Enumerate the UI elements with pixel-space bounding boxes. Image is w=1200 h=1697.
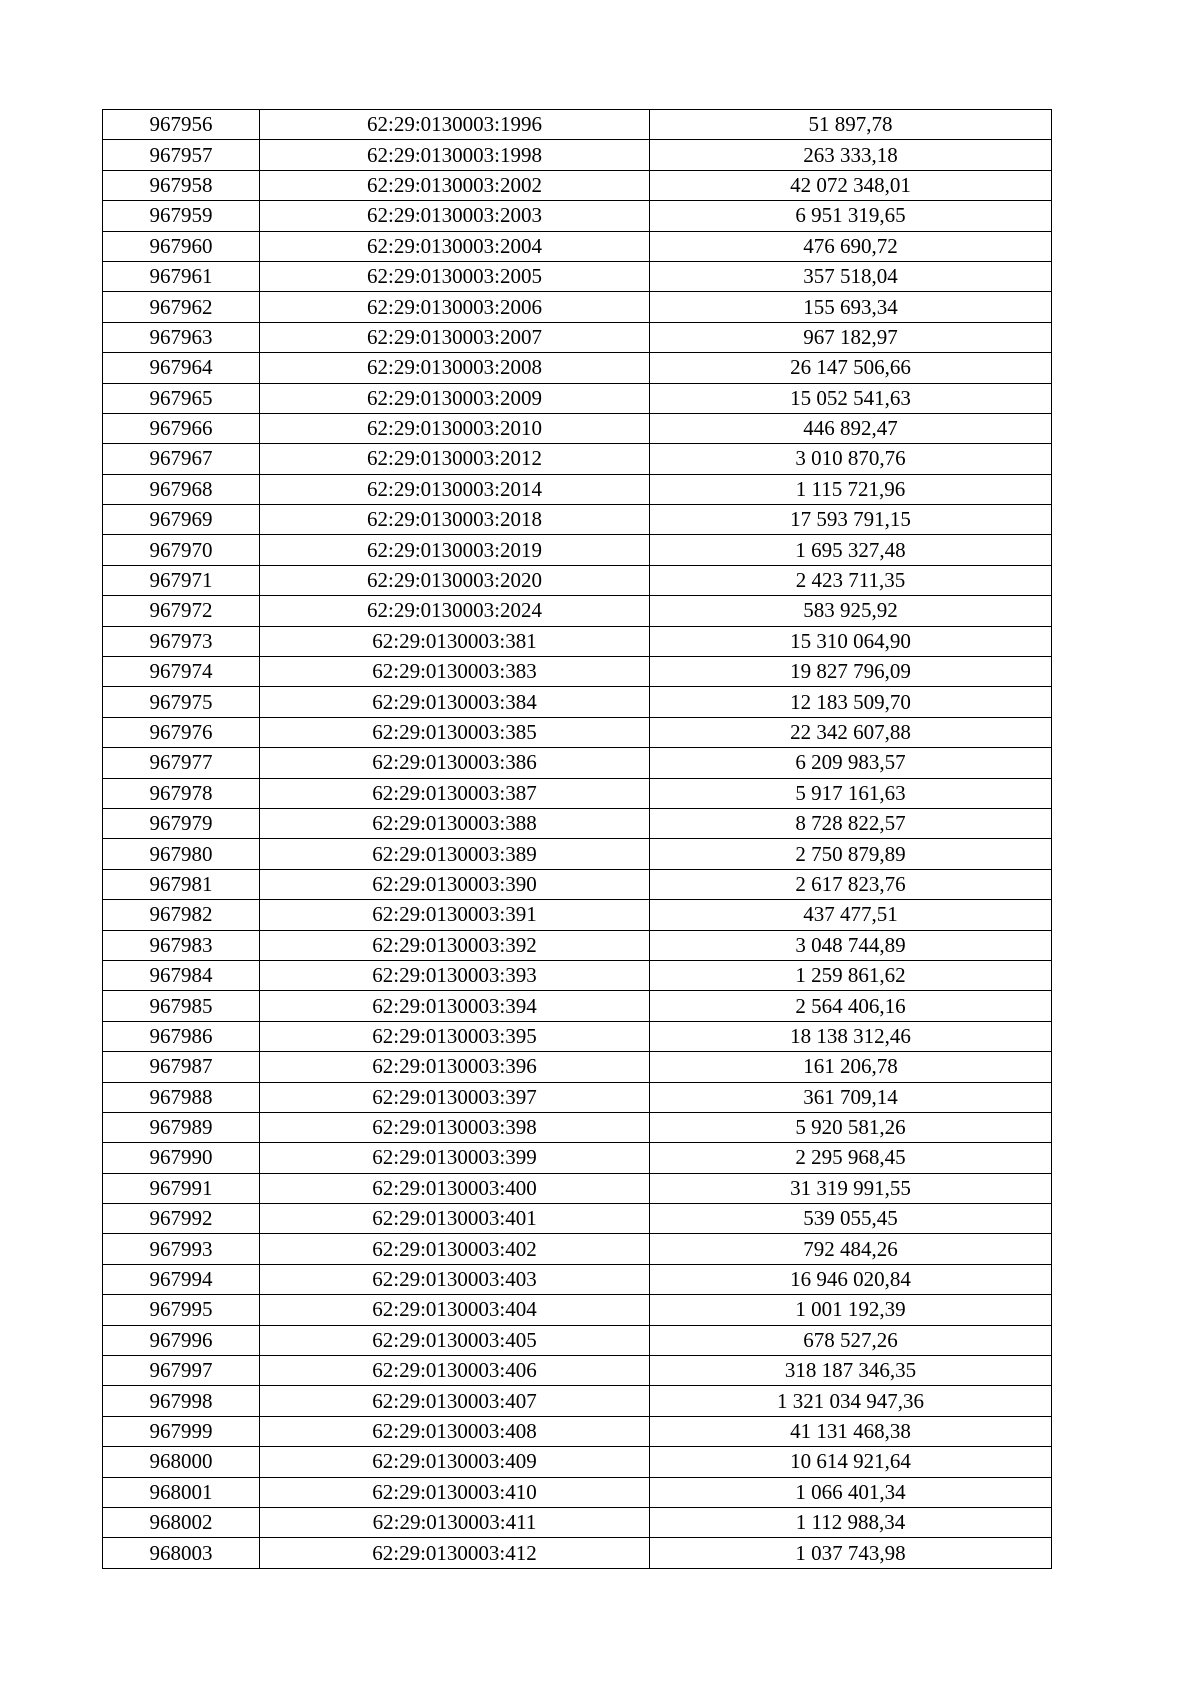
table-row (103, 1204, 1052, 1234)
cadastral-number-cell: 62:29:0130003:2009 (260, 383, 650, 413)
row-number-cell: 967969 (103, 505, 260, 535)
cadastral-value-cell: 1 066 401,34 (650, 1477, 1052, 1507)
table-row (103, 596, 1052, 626)
table-row (103, 960, 1052, 990)
cadastral-value-cell: 1 695 327,48 (650, 535, 1052, 565)
table-row (103, 748, 1052, 778)
table-row (103, 505, 1052, 535)
cadastral-number-cell: 62:29:0130003:388 (260, 808, 650, 838)
cadastral-number-cell: 62:29:0130003:409 (260, 1447, 650, 1477)
row-number-cell: 967956 (103, 110, 260, 140)
row-number-cell: 967957 (103, 140, 260, 170)
cadastral-number-cell: 62:29:0130003:2007 (260, 322, 650, 352)
cadastral-number-cell: 62:29:0130003:387 (260, 778, 650, 808)
table-row (103, 140, 1052, 170)
cadastral-number-cell: 62:29:0130003:384 (260, 687, 650, 717)
row-number-cell: 967958 (103, 170, 260, 200)
cadastral-number-cell: 62:29:0130003:2003 (260, 201, 650, 231)
row-number-cell: 967970 (103, 535, 260, 565)
table-row (103, 535, 1052, 565)
cadastral-value-cell: 8 728 822,57 (650, 808, 1052, 838)
row-number-cell: 967994 (103, 1264, 260, 1294)
cadastral-value-cell: 583 925,92 (650, 596, 1052, 626)
cadastral-number-cell: 62:29:0130003:385 (260, 717, 650, 747)
table-row (103, 1477, 1052, 1507)
table-row (103, 1416, 1052, 1446)
table-row (103, 1112, 1052, 1142)
table-row (103, 353, 1052, 383)
table-row (103, 413, 1052, 443)
table-row (103, 201, 1052, 231)
cadastral-number-cell: 62:29:0130003:2012 (260, 444, 650, 474)
table-row (103, 110, 1052, 140)
table-row (103, 1173, 1052, 1203)
table-row (103, 383, 1052, 413)
row-number-cell: 967993 (103, 1234, 260, 1264)
cadastral-value-cell: 1 115 721,96 (650, 474, 1052, 504)
cadastral-value-cell: 6 209 983,57 (650, 748, 1052, 778)
cadastral-value-cell: 357 518,04 (650, 261, 1052, 291)
cadastral-value-cell: 3 048 744,89 (650, 930, 1052, 960)
cadastral-number-cell: 62:29:0130003:390 (260, 869, 650, 899)
table-row (103, 292, 1052, 322)
table-row (103, 1143, 1052, 1173)
row-number-cell: 967983 (103, 930, 260, 960)
cadastral-value-cell: 967 182,97 (650, 322, 1052, 352)
row-number-cell: 967998 (103, 1386, 260, 1416)
cadastral-value-cell: 19 827 796,09 (650, 657, 1052, 687)
cadastral-value-cell: 1 001 192,39 (650, 1295, 1052, 1325)
row-number-cell: 967972 (103, 596, 260, 626)
row-number-cell: 967984 (103, 960, 260, 990)
table-row (103, 1507, 1052, 1537)
table-row (103, 991, 1052, 1021)
row-number-cell: 968003 (103, 1538, 260, 1568)
cadastral-value-cell: 792 484,26 (650, 1234, 1052, 1264)
table-row (103, 1538, 1052, 1568)
cadastral-value-cell: 161 206,78 (650, 1052, 1052, 1082)
cadastral-number-cell: 62:29:0130003:408 (260, 1416, 650, 1446)
cadastral-value-cell: 1 112 988,34 (650, 1507, 1052, 1537)
row-number-cell: 968000 (103, 1447, 260, 1477)
cadastral-number-cell: 62:29:0130003:2002 (260, 170, 650, 200)
cadastral-value-cell: 15 052 541,63 (650, 383, 1052, 413)
cadastral-number-cell: 62:29:0130003:400 (260, 1173, 650, 1203)
cadastral-value-cell: 361 709,14 (650, 1082, 1052, 1112)
table-row (103, 1447, 1052, 1477)
cadastral-number-cell: 62:29:0130003:401 (260, 1204, 650, 1234)
cadastral-value-cell: 41 131 468,38 (650, 1416, 1052, 1446)
row-number-cell: 967961 (103, 261, 260, 291)
row-number-cell: 967990 (103, 1143, 260, 1173)
table-row (103, 1295, 1052, 1325)
cadastral-number-cell: 62:29:0130003:2010 (260, 413, 650, 443)
cadastral-value-cell: 539 055,45 (650, 1204, 1052, 1234)
cadastral-value-table (102, 109, 1052, 1569)
table-row (103, 1325, 1052, 1355)
row-number-cell: 967991 (103, 1173, 260, 1203)
table-row (103, 687, 1052, 717)
row-number-cell: 967959 (103, 201, 260, 231)
table-row (103, 808, 1052, 838)
row-number-cell: 967989 (103, 1112, 260, 1142)
cadastral-number-cell: 62:29:0130003:2004 (260, 231, 650, 261)
row-number-cell: 967965 (103, 383, 260, 413)
table-row (103, 1021, 1052, 1051)
row-number-cell: 967995 (103, 1295, 260, 1325)
cadastral-number-cell: 62:29:0130003:393 (260, 960, 650, 990)
cadastral-number-cell: 62:29:0130003:389 (260, 839, 650, 869)
cadastral-value-cell: 2 564 406,16 (650, 991, 1052, 1021)
row-number-cell: 967988 (103, 1082, 260, 1112)
cadastral-number-cell: 62:29:0130003:399 (260, 1143, 650, 1173)
row-number-cell: 967997 (103, 1356, 260, 1386)
row-number-cell: 967982 (103, 900, 260, 930)
cadastral-value-cell: 15 310 064,90 (650, 626, 1052, 656)
cadastral-number-cell: 62:29:0130003:397 (260, 1082, 650, 1112)
cadastral-number-cell: 62:29:0130003:1998 (260, 140, 650, 170)
table-row (103, 1234, 1052, 1264)
cadastral-number-cell: 62:29:0130003:2018 (260, 505, 650, 535)
row-number-cell: 967987 (103, 1052, 260, 1082)
cadastral-number-cell: 62:29:0130003:386 (260, 748, 650, 778)
cadastral-number-cell: 62:29:0130003:411 (260, 1507, 650, 1537)
row-number-cell: 967992 (103, 1204, 260, 1234)
cadastral-value-cell: 476 690,72 (650, 231, 1052, 261)
table-row (103, 170, 1052, 200)
row-number-cell: 967971 (103, 565, 260, 595)
cadastral-number-cell: 62:29:0130003:406 (260, 1356, 650, 1386)
row-number-cell: 967967 (103, 444, 260, 474)
table-row (103, 565, 1052, 595)
cadastral-value-cell: 2 617 823,76 (650, 869, 1052, 899)
cadastral-value-cell: 2 750 879,89 (650, 839, 1052, 869)
cadastral-number-cell: 62:29:0130003:403 (260, 1264, 650, 1294)
cadastral-value-cell: 446 892,47 (650, 413, 1052, 443)
cadastral-number-cell: 62:29:0130003:402 (260, 1234, 650, 1264)
table-row (103, 657, 1052, 687)
table-row (103, 231, 1052, 261)
cadastral-number-cell: 62:29:0130003:396 (260, 1052, 650, 1082)
row-number-cell: 967963 (103, 322, 260, 352)
table-row (103, 444, 1052, 474)
cadastral-number-cell: 62:29:0130003:1996 (260, 110, 650, 140)
table-body (103, 110, 1052, 1569)
row-number-cell: 967979 (103, 808, 260, 838)
cadastral-value-cell: 1 259 861,62 (650, 960, 1052, 990)
table-row (103, 474, 1052, 504)
cadastral-value-cell: 5 917 161,63 (650, 778, 1052, 808)
row-number-cell: 967978 (103, 778, 260, 808)
cadastral-number-cell: 62:29:0130003:391 (260, 900, 650, 930)
row-number-cell: 967999 (103, 1416, 260, 1446)
cadastral-value-cell: 6 951 319,65 (650, 201, 1052, 231)
cadastral-value-cell: 5 920 581,26 (650, 1112, 1052, 1142)
cadastral-number-cell: 62:29:0130003:383 (260, 657, 650, 687)
cadastral-number-cell: 62:29:0130003:395 (260, 1021, 650, 1051)
table-row (103, 717, 1052, 747)
table-row (103, 778, 1052, 808)
cadastral-value-cell: 31 319 991,55 (650, 1173, 1052, 1203)
cadastral-value-cell: 12 183 509,70 (650, 687, 1052, 717)
table-row (103, 261, 1052, 291)
row-number-cell: 968002 (103, 1507, 260, 1537)
table-row (103, 322, 1052, 352)
row-number-cell: 967976 (103, 717, 260, 747)
cadastral-number-cell: 62:29:0130003:2008 (260, 353, 650, 383)
cadastral-value-cell: 1 321 034 947,36 (650, 1386, 1052, 1416)
cadastral-value-cell: 318 187 346,35 (650, 1356, 1052, 1386)
row-number-cell: 967960 (103, 231, 260, 261)
row-number-cell: 967977 (103, 748, 260, 778)
row-number-cell: 967980 (103, 839, 260, 869)
cadastral-number-cell: 62:29:0130003:410 (260, 1477, 650, 1507)
row-number-cell: 967986 (103, 1021, 260, 1051)
cadastral-number-cell: 62:29:0130003:381 (260, 626, 650, 656)
cadastral-number-cell: 62:29:0130003:2005 (260, 261, 650, 291)
cadastral-number-cell: 62:29:0130003:394 (260, 991, 650, 1021)
cadastral-value-cell: 18 138 312,46 (650, 1021, 1052, 1051)
cadastral-value-cell: 51 897,78 (650, 110, 1052, 140)
cadastral-value-cell: 26 147 506,66 (650, 353, 1052, 383)
cadastral-value-cell: 2 423 711,35 (650, 565, 1052, 595)
table-row (103, 839, 1052, 869)
cadastral-value-cell: 263 333,18 (650, 140, 1052, 170)
row-number-cell: 967964 (103, 353, 260, 383)
cadastral-number-cell: 62:29:0130003:405 (260, 1325, 650, 1355)
table-row (103, 900, 1052, 930)
cadastral-number-cell: 62:29:0130003:2020 (260, 565, 650, 595)
cadastral-value-cell: 678 527,26 (650, 1325, 1052, 1355)
row-number-cell: 967968 (103, 474, 260, 504)
cadastral-value-cell: 22 342 607,88 (650, 717, 1052, 747)
table-row (103, 930, 1052, 960)
cadastral-value-cell: 42 072 348,01 (650, 170, 1052, 200)
table-row (103, 1052, 1052, 1082)
cadastral-number-cell: 62:29:0130003:2019 (260, 535, 650, 565)
row-number-cell: 968001 (103, 1477, 260, 1507)
cadastral-number-cell: 62:29:0130003:407 (260, 1386, 650, 1416)
cadastral-value-cell: 16 946 020,84 (650, 1264, 1052, 1294)
cadastral-value-cell: 3 010 870,76 (650, 444, 1052, 474)
cadastral-number-cell: 62:29:0130003:2014 (260, 474, 650, 504)
table-row (103, 1264, 1052, 1294)
cadastral-number-cell: 62:29:0130003:2024 (260, 596, 650, 626)
table-row (103, 869, 1052, 899)
table-row (103, 1356, 1052, 1386)
row-number-cell: 967981 (103, 869, 260, 899)
cadastral-number-cell: 62:29:0130003:392 (260, 930, 650, 960)
cadastral-number-cell: 62:29:0130003:404 (260, 1295, 650, 1325)
row-number-cell: 967966 (103, 413, 260, 443)
cadastral-value-cell: 17 593 791,15 (650, 505, 1052, 535)
row-number-cell: 967985 (103, 991, 260, 1021)
row-number-cell: 967973 (103, 626, 260, 656)
cadastral-value-cell: 1 037 743,98 (650, 1538, 1052, 1568)
cadastral-number-cell: 62:29:0130003:2006 (260, 292, 650, 322)
cadastral-value-cell: 10 614 921,64 (650, 1447, 1052, 1477)
row-number-cell: 967974 (103, 657, 260, 687)
cadastral-number-cell: 62:29:0130003:412 (260, 1538, 650, 1568)
table-row (103, 1082, 1052, 1112)
row-number-cell: 967975 (103, 687, 260, 717)
row-number-cell: 967996 (103, 1325, 260, 1355)
row-number-cell: 967962 (103, 292, 260, 322)
cadastral-value-cell: 155 693,34 (650, 292, 1052, 322)
cadastral-value-cell: 2 295 968,45 (650, 1143, 1052, 1173)
table-row (103, 626, 1052, 656)
table-row (103, 1386, 1052, 1416)
cadastral-number-cell: 62:29:0130003:398 (260, 1112, 650, 1142)
cadastral-value-cell: 437 477,51 (650, 900, 1052, 930)
